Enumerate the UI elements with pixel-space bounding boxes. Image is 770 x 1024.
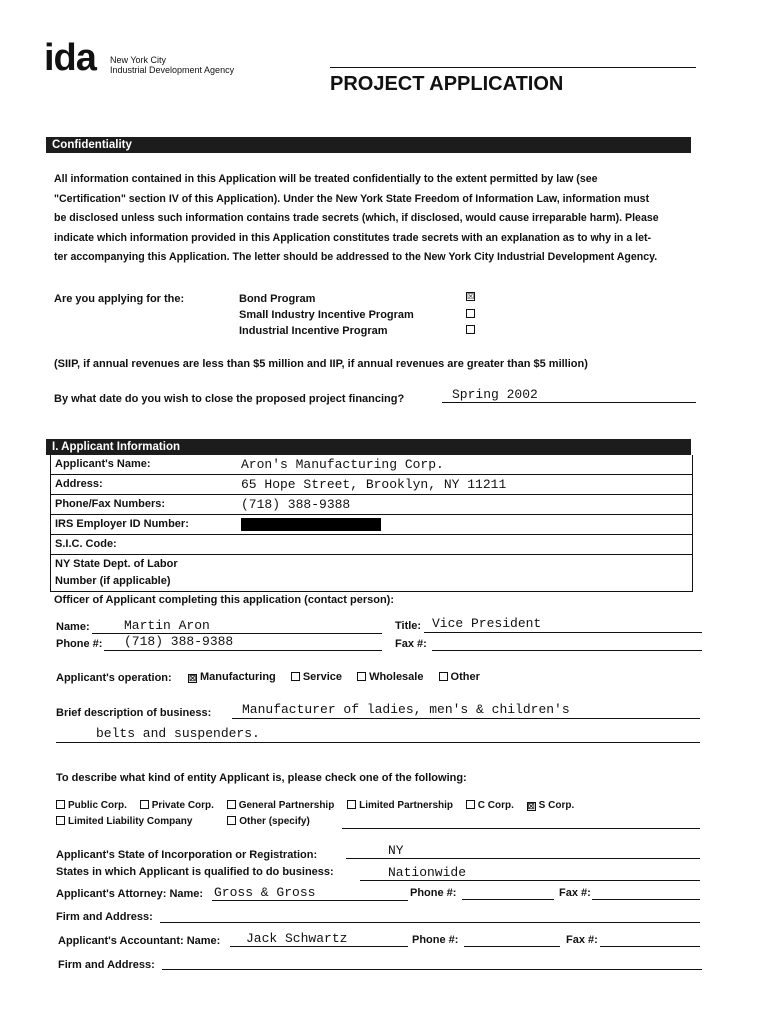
state-incorporation-field[interactable] xyxy=(346,858,700,859)
close-date-value: Spring 2002 xyxy=(452,387,538,402)
option-label: General Partnership xyxy=(238,800,335,811)
accountant-fax-field[interactable] xyxy=(600,946,700,947)
officer-phone-label: Phone #: xyxy=(56,638,103,650)
checkbox[interactable] xyxy=(347,800,356,809)
officer-name-label: Name: xyxy=(56,621,90,633)
operation-other[interactable] xyxy=(439,671,480,683)
accountant-firm-field[interactable] xyxy=(162,969,702,970)
row-label: NY State Dept. of Labor xyxy=(55,558,178,570)
entity-other[interactable] xyxy=(227,816,310,827)
officer-title-value: Vice President xyxy=(432,616,542,631)
accountant-fax-label: Fax #: xyxy=(566,934,598,946)
page-title: PROJECT APPLICATION xyxy=(330,73,564,95)
entity-question: To describe what kind of entity Applicant is, please check one of the following: xyxy=(56,772,467,784)
attorney-fax-label: Fax #: xyxy=(559,887,591,899)
attorney-firm-label: Firm and Address: xyxy=(56,911,153,923)
paragraph-line: "Certification" section IV of this Application). Under the New York State Freedom of Information Law, information must xyxy=(54,192,650,205)
operation-manufacturing[interactable] xyxy=(188,671,279,683)
row-label: S.I.C. Code: xyxy=(55,538,117,550)
business-label: Brief description of business: xyxy=(56,707,212,719)
checkbox[interactable] xyxy=(140,800,149,809)
row-value: (718) 388-9388 xyxy=(241,497,351,512)
ida-logo: ida xyxy=(44,37,96,79)
option-label: Manufacturing xyxy=(200,671,276,683)
program-option-iip-label: Industrial Incentive Program xyxy=(239,325,388,337)
program-question: Are you applying for the: xyxy=(54,293,185,305)
title-rule xyxy=(330,67,696,68)
paragraph-line: indicate which information provided in this Application constitutes trade secrets with an explanation as to why in a let- xyxy=(54,231,652,244)
entity-public-corp[interactable] xyxy=(56,800,127,811)
close-date-question: By what date do you wish to close the proposed project financing? xyxy=(54,393,405,405)
row-value: Aron's Manufacturing Corp. xyxy=(241,457,444,472)
row-label: Phone/Fax Numbers: xyxy=(55,498,166,510)
confidentiality-heading: Confidentiality xyxy=(46,137,691,153)
entity-private-corp[interactable] xyxy=(140,800,214,811)
paragraph-line: All information contained in this Application will be treated confidentially to the extent permitted by law (see xyxy=(54,173,598,185)
entity-general-partnership[interactable] xyxy=(227,800,335,811)
entity-llc[interactable] xyxy=(56,816,192,827)
attorney-fax-field[interactable] xyxy=(592,899,700,900)
officer-fax-label: Fax #: xyxy=(395,638,427,650)
option-label: S Corp. xyxy=(538,800,575,811)
checkbox[interactable] xyxy=(291,672,300,681)
officer-fax-field[interactable] xyxy=(432,650,702,651)
qualified-states-value: Nationwide xyxy=(388,865,467,880)
applicant-info-heading: I. Applicant Information xyxy=(46,439,691,455)
option-label: Limited Liability Company xyxy=(68,816,193,827)
option-label: Private Corp. xyxy=(151,800,214,811)
officer-title-label: Title: xyxy=(395,620,422,632)
program-iip-checkbox[interactable] xyxy=(466,325,475,334)
program-siip-checkbox[interactable] xyxy=(466,309,475,318)
qualified-states-label: States in which Applicant is qualified to do business: xyxy=(56,866,334,878)
program-option-siip-label: Small Industry Incentive Program xyxy=(239,309,414,321)
business-field-line2[interactable] xyxy=(56,742,700,743)
paragraph-line: be disclosed unless such information contains trade secrets (which, if disclosed, would cause irreparable harm). Please xyxy=(54,212,659,224)
state-incorporation-label: Applicant's State of Incorporation or Registration: xyxy=(56,849,318,861)
accountant-name-value: Jack Schwartz xyxy=(246,931,348,946)
attorney-firm-field[interactable] xyxy=(160,922,700,923)
officer-heading: Officer of Applicant completing this application (contact person): xyxy=(54,594,395,606)
checkbox[interactable] xyxy=(56,816,65,825)
row-label: Applicant's Name: xyxy=(55,458,151,470)
entity-limited-partnership[interactable] xyxy=(347,800,453,811)
accountant-phone-label: Phone #: xyxy=(412,934,459,946)
operation-label: Applicant's operation: xyxy=(56,672,172,684)
business-value-line1: Manufacturer of ladies, men's & children's xyxy=(242,702,570,717)
officer-title-field[interactable] xyxy=(424,632,702,633)
entity-c-corp[interactable] xyxy=(466,800,514,811)
officer-name-value: Martin Aron xyxy=(124,618,210,633)
business-field-line1[interactable] xyxy=(232,718,700,719)
attorney-phone-field[interactable] xyxy=(462,899,554,900)
checkbox[interactable] xyxy=(227,800,236,809)
option-label: Other (specify) xyxy=(239,816,310,827)
attorney-phone-label: Phone #: xyxy=(410,887,457,899)
entity-s-corp[interactable] xyxy=(527,800,575,811)
business-value-line2: belts and suspenders. xyxy=(96,726,260,741)
option-label: C Corp. xyxy=(477,800,514,811)
accountant-firm-label: Firm and Address: xyxy=(58,959,155,971)
operation-options xyxy=(188,671,480,683)
operation-service[interactable] xyxy=(291,671,345,683)
checkbox[interactable] xyxy=(439,672,448,681)
option-label: Wholesale xyxy=(369,671,424,683)
program-option-bond-label: Bond Program xyxy=(239,293,316,305)
applicant-irs-row[interactable] xyxy=(51,515,692,535)
row-label: Address: xyxy=(55,478,103,490)
accountant-phone-field[interactable] xyxy=(464,946,560,947)
checkbox[interactable]: ☒ xyxy=(189,674,197,683)
row-label-line2: Number (if applicable) xyxy=(55,575,171,587)
state-incorporation-value: NY xyxy=(388,843,404,858)
attorney-name-value: Gross & Gross xyxy=(214,885,316,900)
entity-options-row1 xyxy=(56,800,574,811)
checkbox[interactable] xyxy=(466,800,475,809)
attorney-name-field[interactable] xyxy=(212,900,408,901)
attorney-name-label: Applicant's Attorney: Name: xyxy=(56,888,204,900)
accountant-name-label: Applicant's Accountant: Name: xyxy=(58,935,221,947)
close-date-field[interactable] xyxy=(442,402,696,403)
option-label: Other xyxy=(450,671,480,683)
option-label: Public Corp. xyxy=(68,800,127,811)
checkbox[interactable]: ☒ xyxy=(527,802,535,811)
operation-wholesale[interactable] xyxy=(357,671,426,683)
accountant-name-field[interactable] xyxy=(230,946,408,947)
row-value: 65 Hope Street, Brooklyn, NY 11211 xyxy=(241,477,507,492)
confidentiality-paragraph xyxy=(54,170,694,268)
option-label: Limited Partnership xyxy=(359,800,453,811)
redaction-block xyxy=(241,518,381,531)
program-bond-checkbox[interactable]: ☒ xyxy=(467,292,475,301)
entity-other-field[interactable] xyxy=(342,828,700,829)
paragraph-line: ter accompanying this Application. The letter should be addressed to the New York City Industrial Development Agency. xyxy=(54,251,658,263)
checkbox[interactable] xyxy=(56,800,65,809)
applicant-name-row[interactable] xyxy=(51,455,692,475)
agency-name-line2: Industrial Development Agency xyxy=(110,65,235,75)
applicant-phone-row[interactable] xyxy=(51,495,692,515)
checkbox[interactable] xyxy=(227,816,236,825)
applicant-address-row[interactable] xyxy=(51,475,692,495)
applicant-info-table xyxy=(50,455,693,592)
row-label: IRS Employer ID Number: xyxy=(55,518,189,530)
agency-name-line1: New York City xyxy=(110,55,167,65)
option-label: Service xyxy=(302,671,342,683)
officer-phone-field[interactable] xyxy=(104,650,382,651)
applicant-labor-row[interactable] xyxy=(51,555,692,591)
entity-options-row2 xyxy=(56,816,310,827)
program-note: (SIIP, if annual revenues are less than $5 million and IIP, if annual revenues are greater than $5 million) xyxy=(54,358,588,370)
qualified-states-field[interactable] xyxy=(360,880,700,881)
applicant-sic-row[interactable] xyxy=(51,535,692,555)
checkbox[interactable] xyxy=(357,672,366,681)
officer-phone-value: (718) 388-9388 xyxy=(124,634,234,649)
